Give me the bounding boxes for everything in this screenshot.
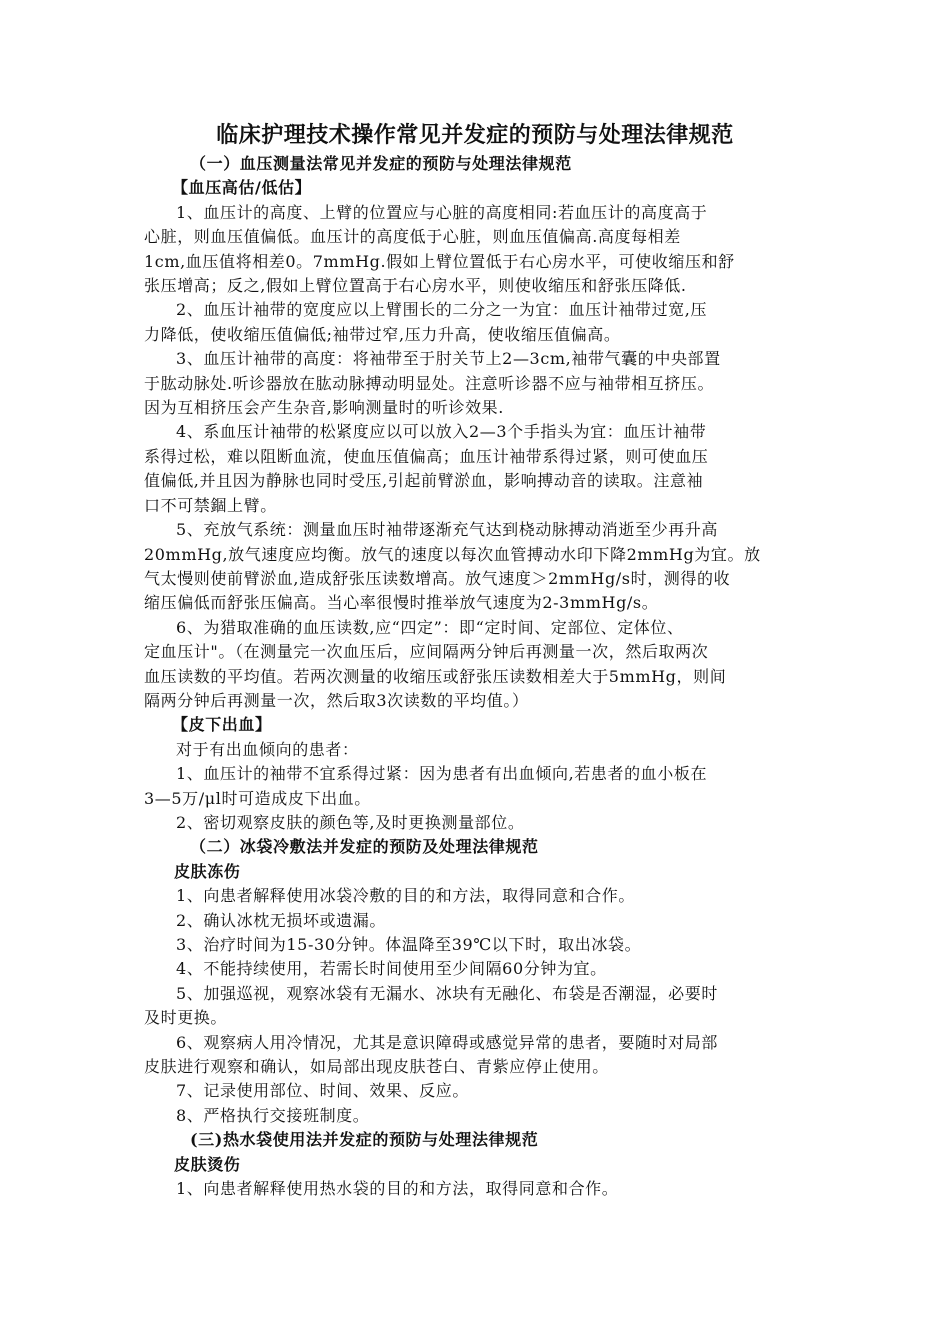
subsection-heading: 【皮下出血】 [172,715,272,735]
text-line: 8、严格执行交接班制度。 [176,1105,370,1125]
text-line: 1、血压计的高度、上臂的位置应与心脏的高度相同:若血压计的高度高于 [176,202,708,222]
text-line: 因为互相挤压会产生杂音,影响测量时的听诊效果. [144,398,504,418]
text-line: 张压增高；反之,假如上臂位置高于右心房水平，则使收缩压和舒张压降低. [144,276,687,296]
text-line: 1、血压计的袖带不宜系得过紧：因为患者有出血倾向,若患者的血小板在 [176,764,708,784]
document-title: 临床护理技术操作常见并发症的预防与处理法律规范 [216,122,734,148]
text-line: 力降低，使收缩压值偏低;袖带过窄,压力升高，使收缩压值偏高。 [144,324,621,344]
text-line: 2、密切观察皮肤的颜色等,及时更换测量部位。 [176,812,525,832]
text-line: 缩压偏低而舒张压偏高。当心率很慢时推举放气速度为2-3mmHg/s。 [144,593,659,613]
text-line: 7、记录使用部位、时间、效果、反应。 [176,1081,469,1101]
text-line: 心脏，则血压值偏低。血压计的高度低于心脏，则血压值偏高.高度每相差 [144,227,681,247]
text-line: 1cm,血压值将相差0。7mmHg.假如上臂位置低于右心房水平，可使收缩压和舒 [144,251,735,271]
text-line: 口不可禁錮上臂。 [144,495,277,515]
text-line: 对于有出血倾向的患者： [176,739,359,759]
text-line: 3、治疗时间为15-30分钟。体温降至39℃以下时，取出冰袋。 [176,935,642,954]
section-heading: （一）血压测量法常见并发症的预防与处理法律规范 [190,154,572,173]
text-line: 隔两分钟后再测量一次，然后取3次读数的平均值。） [144,690,529,710]
text-line: 及时更换。 [144,1008,228,1028]
subsection-heading: 皮肤冻伤 [174,861,241,881]
text-line: 6、观察病人用冷情况，尤其是意识障碍或感觉异常的患者，要随时对局部 [176,1032,718,1052]
text-line: 3—5万/μl时可造成皮下出血。 [144,788,371,808]
text-line: 6、为猎取准确的血压读数,应“四定”：即“定时间、定部位、定体位、 [176,617,684,637]
text-line: 2、确认冰枕无损坏或遗漏。 [176,910,386,930]
text-line: 3、血压计袖带的高度：将袖带至于肘关节上2—3cm,袖带气囊的中央部置 [176,349,721,369]
text-line: 气太慢则使前臂淤血,造成舒张压读数增高。放气速度＞2mmHg/s时，测得的收 [144,568,731,588]
subsection-heading: 【血压高估/低估】 [172,178,312,198]
text-line: 5、加强巡视，观察冰袋有无漏水、冰块有无融化、布袋是否潮湿，必要时 [176,983,718,1003]
text-line: 1、向患者解释使用热水袋的目的和方法，取得同意和合作。 [176,1179,619,1199]
text-line: 1、向患者解释使用冰袋冷敷的目的和方法，取得同意和合作。 [176,886,635,906]
text-line: 5、充放气系统：测量血压时袖带逐渐充气达到桡动脉搏动消逝至少再升高 [176,520,718,540]
text-line: 2、血压计袖带的宽度应以上臂围长的二分之一为宜：血压计袖带过宽,压 [176,300,708,320]
section-heading: （二）冰袋冷敷法并发症的预防及处理法律规范 [190,837,539,857]
text-line: 皮肤进行观察和确认，如局部出现皮肤苍白、青紫应停止使用。 [144,1057,609,1077]
document-body [144,152,806,1201]
section-heading: (三)热水袋使用法并发症的预防与处理法律规范 [190,1130,539,1150]
text-line: 20mmHg,放气速度应均衡。放气的速度以每次血管搏动水印下降2mmHg为宜。放 [144,544,761,564]
text-line: 值偏低,并且因为静脉也同时受压,引起前臂淤血，影响搏动音的读取。注意袖 [144,471,704,491]
text-line: 系得过松，难以阻断血流，使血压值偏高；血压计袖带系得过紧，则可使血压 [144,446,709,466]
text-line: 4、系血压计袖带的松紧度应以可以放入2—3个手指头为宜：血压计袖带 [176,422,707,442]
subsection-heading: 皮肤烫伤 [174,1154,241,1174]
text-line: 定血压计"。（在测量完一次血压后，应间隔两分钟后再测量一次，然后取两次 [144,642,709,662]
text-line: 4、不能持续使用，若需长时间使用至少间隔60分钟为宜。 [176,959,607,979]
text-line: 于肱动脉处.听诊器放在肱动脉搏动明显处。注意听诊器不应与袖带相互挤压。 [144,373,715,393]
text-line: 血压读数的平均值。若两次测量的收缩压或舒张压读数相差大于5mmHg，则间 [144,666,727,686]
document-page [144,120,806,1201]
